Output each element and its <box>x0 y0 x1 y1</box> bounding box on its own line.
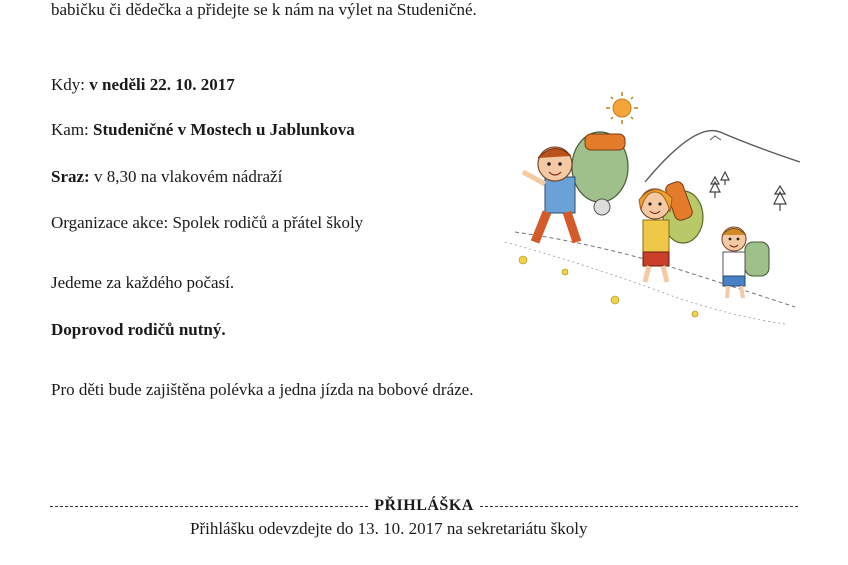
escort-text: Doprovod rodičů nutný. <box>51 320 226 339</box>
where-label: Kam: <box>51 120 89 139</box>
form-title: PŘIHLÁŠKA <box>374 497 474 514</box>
soup-text: Pro děti bude zajištěna polévka a jedna jízda na bobové dráze. <box>51 380 474 399</box>
sun-icon <box>606 92 638 124</box>
where-value: Studeničné v Mostech u Jablunkova <box>93 120 355 139</box>
mountain-icon <box>645 131 800 182</box>
hiking-family-illustration <box>505 92 805 332</box>
dashed-line-left <box>50 506 368 507</box>
when-value: v neděli 22. 10. 2017 <box>89 75 235 94</box>
when-row <box>51 75 235 95</box>
hiker-father <box>523 132 628 242</box>
meet-label: Sraz: <box>51 167 90 186</box>
weather-text: Jedeme za každého počasí. <box>51 273 235 292</box>
organizer-text: Organizace akce: Spolek rodičů a přátel školy <box>51 213 364 232</box>
meet-value: v 8,30 na vlakovém nádraží <box>93 167 283 186</box>
intro-text: babičku či dědečka a přidejte se k nám na výlet na Studeničné. <box>51 0 477 19</box>
dashed-line-right <box>480 506 798 507</box>
form-instruction: Přihlášku odevzdejte do 13. 10. 2017 na sekretariátu školy <box>190 519 588 538</box>
hiker-child <box>722 227 769 298</box>
where-row <box>51 120 355 140</box>
when-label: Kdy: <box>51 75 85 94</box>
meet-row <box>51 167 282 187</box>
form-separator <box>50 497 798 515</box>
hiker-mother <box>639 180 703 282</box>
